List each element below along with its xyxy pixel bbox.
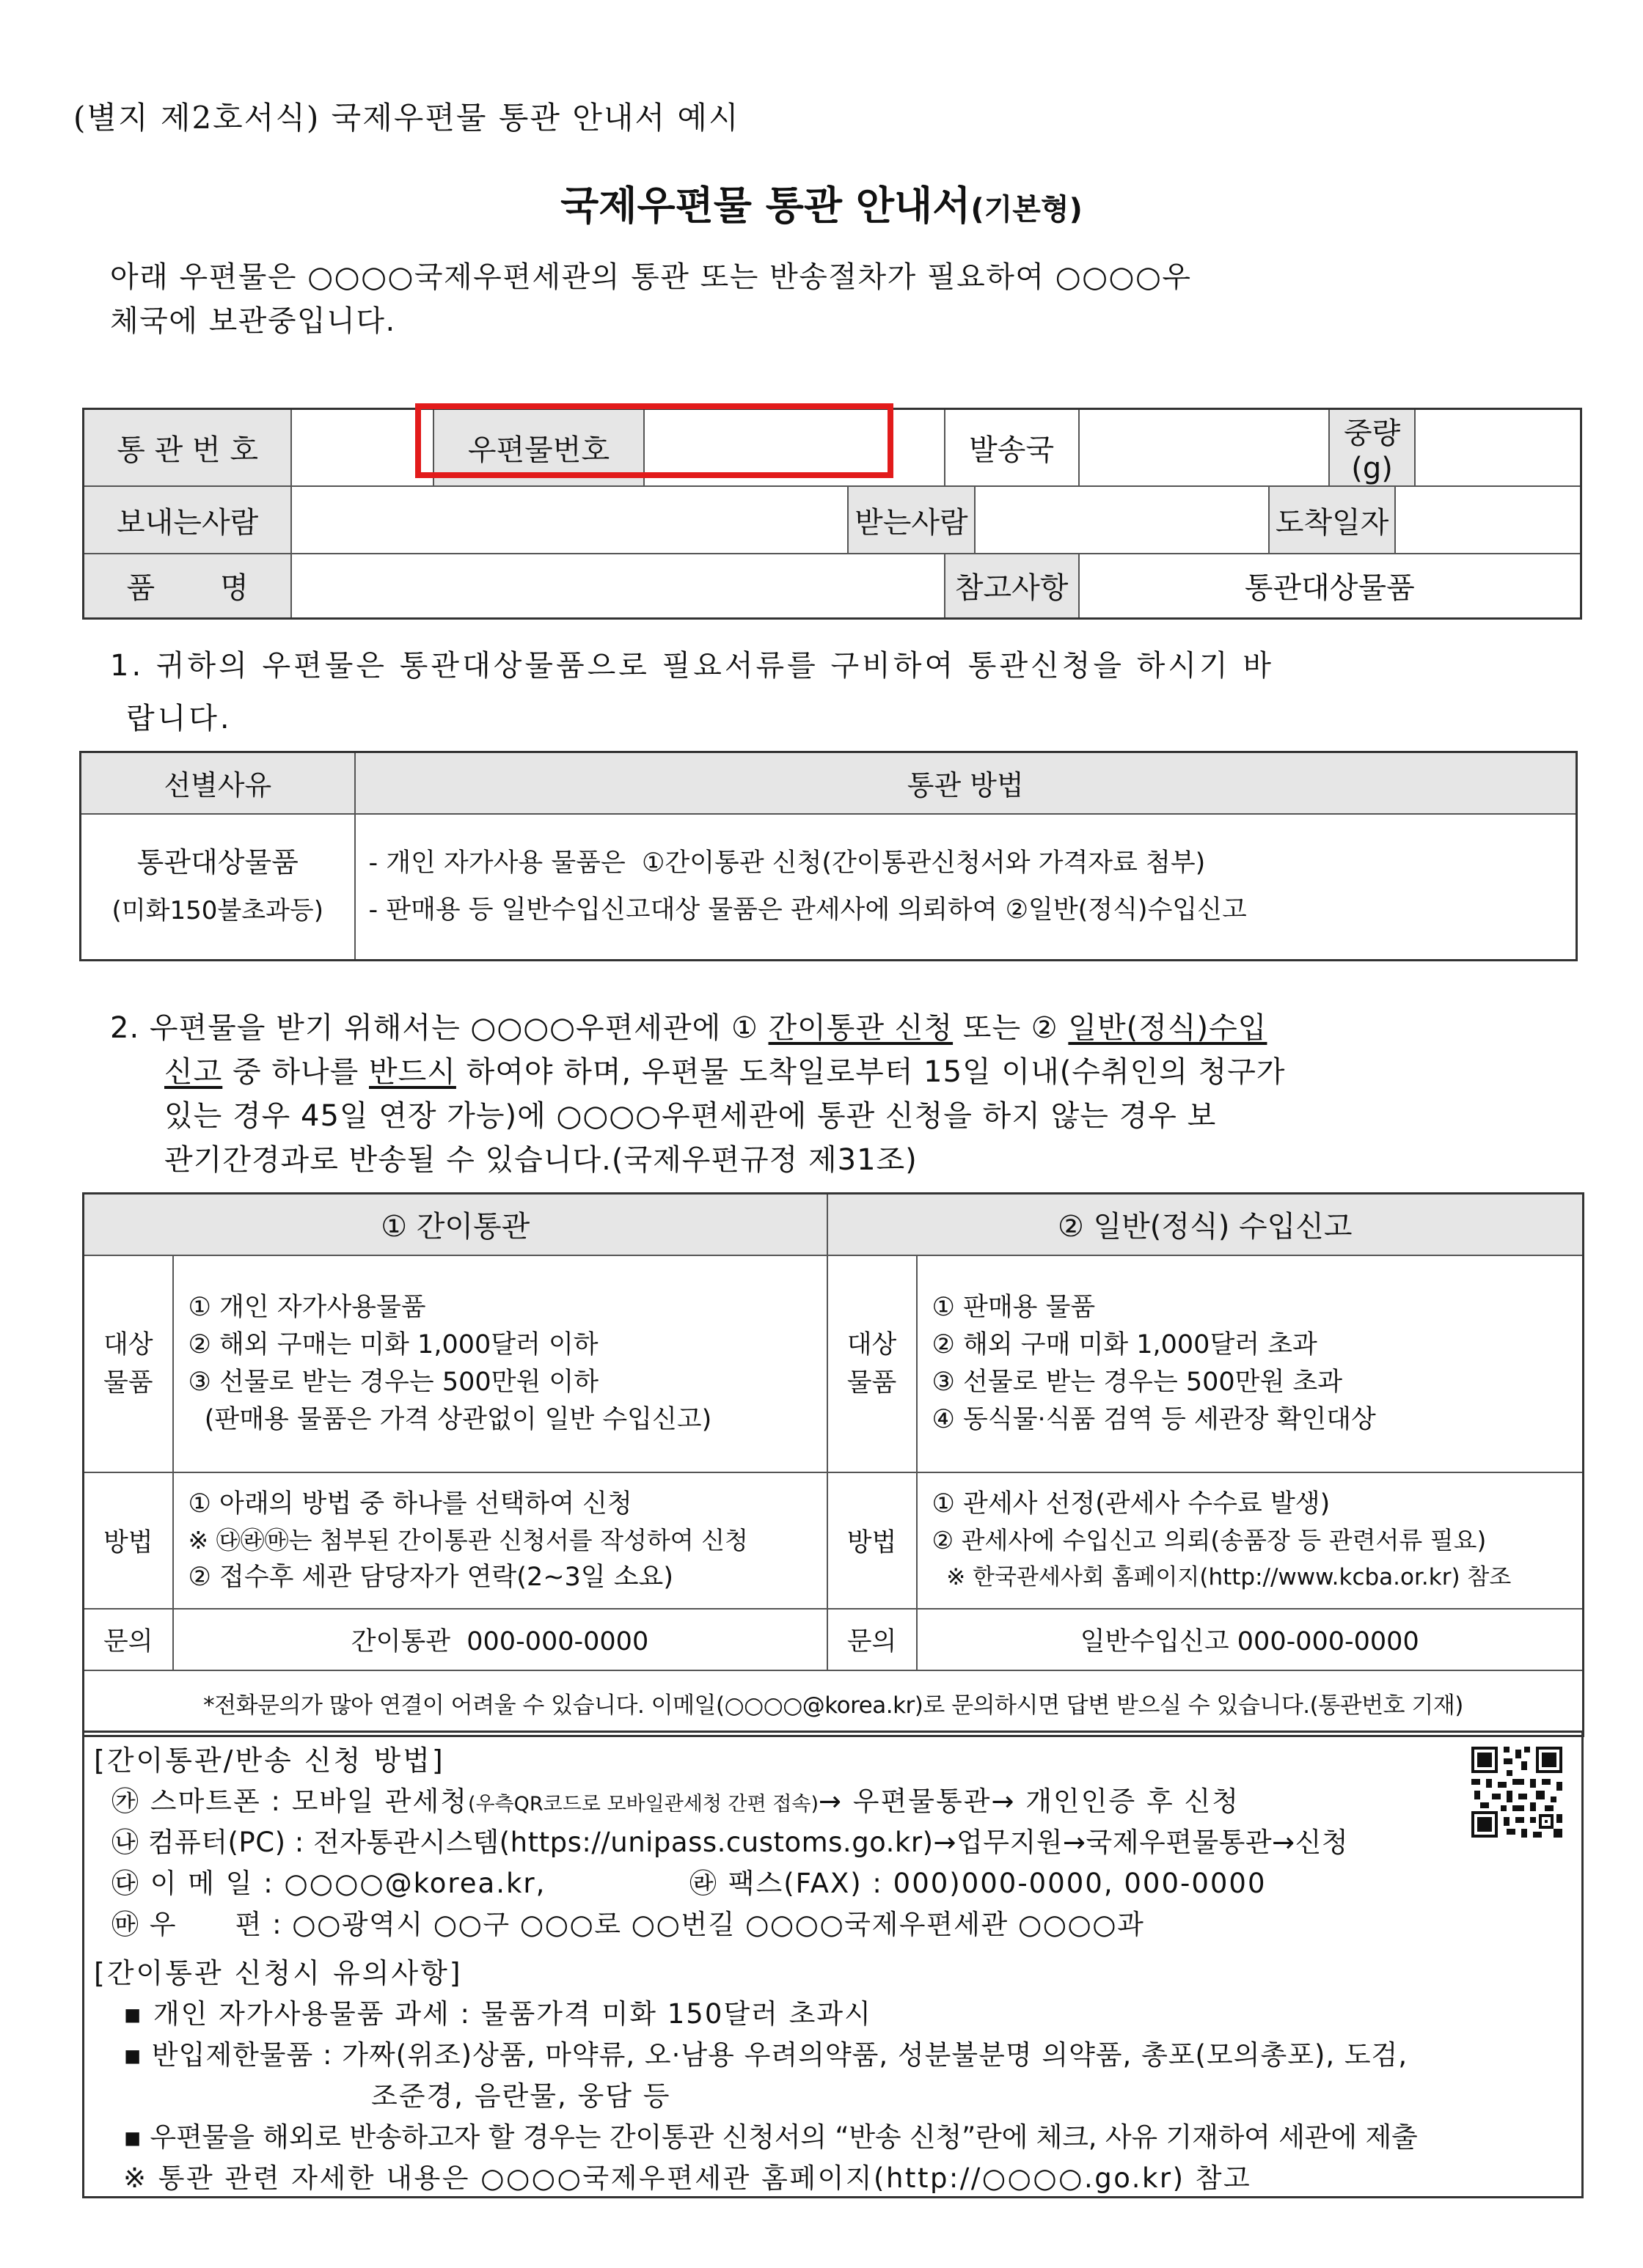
simple-clearance-header: ① 간이통관 xyxy=(84,1194,827,1255)
section2-line-1 xyxy=(110,1005,1267,1046)
reason-line-2: (미화150불초과등) xyxy=(111,896,323,926)
target-label xyxy=(84,1255,173,1472)
weight-label: 중량(g) xyxy=(1329,409,1415,487)
smartphone-qr-note: (우측QR코드로 모바일관세청 간편 접속) xyxy=(467,1793,819,1816)
procedure-table xyxy=(82,1192,1584,1737)
receiver-value xyxy=(975,486,1269,554)
target-label-line-1: 대상 xyxy=(846,1329,897,1359)
general-target-item: ① 판매용 물품 xyxy=(932,1292,1096,1322)
smartphone-path: → 우편물통관→ 개인인증 후 신청 xyxy=(819,1786,1240,1817)
general-targets xyxy=(917,1255,1584,1472)
smartphone-method xyxy=(111,1779,1240,1819)
title-suffix: (기본형) xyxy=(970,193,1083,227)
post-method: ㉲ 우 편 : ○○광역시 ○○구 ○○○로 ○○번길 ○○○○국제우편세관 ○○○○과 xyxy=(111,1909,1145,1940)
highlight-box xyxy=(415,403,893,478)
customs-no-value xyxy=(291,409,433,487)
fax-method: ㉱ 팩스(FAX) : 000)000-0000, 000-0000 xyxy=(689,1868,1267,1899)
note-restricted: ▪ 반입제한물품 : 가짜(위조)상품, 마약류, 오·남용 우려의약품, 성분불분명 의약품, 총포(모의총포), 도검, xyxy=(123,2039,1408,2071)
simple-target-item: ② 해외 구매는 미화 1,000달러 이하 xyxy=(188,1329,599,1359)
general-import-header: ② 일반(정식) 수입신고 xyxy=(827,1194,1584,1255)
weight-value xyxy=(1415,409,1581,487)
simple-targets xyxy=(173,1255,827,1472)
simple-target-item: ③ 선물로 받는 경우는 500만원 이하 xyxy=(188,1367,599,1397)
sender-value xyxy=(291,486,848,554)
section2-line-3: 있는 경우 45일 연장 가능)에 ○○○○우편세관에 통관 신청을 하지 않는 경우 보 xyxy=(164,1099,1217,1133)
simple-target-item: (판매용 물품은 가격 상관없이 일반 수입신고) xyxy=(188,1404,712,1434)
section2-text: 2. 우편물을 받기 위해서는 ○○○○우편세관에 ① xyxy=(110,1011,769,1045)
target-label xyxy=(827,1255,917,1472)
method-line-1: - 개인 자가사용 물품은 ①간이통관 신청(간이통관신청서와 가격자료 첨부) xyxy=(368,848,1206,878)
section1-line-2: 랍니다. xyxy=(126,702,233,735)
simple-methods xyxy=(173,1472,827,1609)
method-header: 통관 방법 xyxy=(355,752,1577,814)
section2-underline-must: 반드시 xyxy=(369,1055,456,1089)
arrival-date-value xyxy=(1395,486,1581,554)
general-target-item: ② 해외 구매 미화 1,000달러 초과 xyxy=(932,1329,1317,1359)
general-target-item: ③ 선물로 받는 경우는 500만원 초과 xyxy=(932,1367,1343,1397)
smartphone-text: ㉮ 스마트폰 : 모바일 관세청 xyxy=(111,1786,468,1817)
receiver-label: 받는사람 xyxy=(848,486,975,554)
phone-inquiry-note: *전화문의가 많아 연결이 어려울 수 있습니다. 이메일(○○○○@korea.kr)로 문의하시면 답변 받으실 수 있습니다.(통관번호 기재) xyxy=(84,1670,1584,1736)
simple-target-item: ① 개인 자가사용물품 xyxy=(188,1292,426,1322)
section2-line-4: 관기간경과로 반송될 수 있습니다.(국제우편규정 제31조) xyxy=(164,1143,918,1177)
origin-country-value xyxy=(1079,409,1329,487)
section2-line-2 xyxy=(164,1049,1286,1090)
origin-country-label: 발송국 xyxy=(945,409,1079,487)
intro-line-2: 체국에 보관중입니다. xyxy=(110,304,396,338)
note-homepage: ※ 통관 관련 자세한 내용은 ○○○○국제우편세관 홈페이지(http://○○○○.go.kr) 참고 xyxy=(123,2162,1252,2194)
method-label: 방법 xyxy=(827,1472,917,1609)
general-methods xyxy=(917,1472,1584,1609)
qr-code[interactable] xyxy=(1468,1744,1565,1841)
section2-underline-general: 일반(정식)수입 xyxy=(1068,1011,1267,1045)
inquiry-label: 문의 xyxy=(827,1609,917,1670)
remarks-label: 참고사항 xyxy=(945,554,1079,618)
email-method: ㉰ 이 메 일 : ○○○○@korea.kr, xyxy=(111,1868,546,1899)
customs-no-label: 통 관 번 호 xyxy=(84,409,292,487)
reason-line-1: 통관대상물품 xyxy=(136,846,299,879)
general-inquiry-phone: 일반수입신고 000-000-0000 xyxy=(917,1609,1584,1670)
simple-method-item: ② 접수후 세관 담당자가 연락(2~3일 소요) xyxy=(188,1562,674,1592)
page-title xyxy=(0,175,1643,231)
section2-text: 하여야 하며, 우편물 도착일로부터 15일 이내(수취인의 청구가 xyxy=(455,1055,1286,1089)
form-caption: (별지 제2호서식) 국제우편물 통관 안내서 예시 xyxy=(73,100,740,136)
postal-no-label: 우편물번호 xyxy=(433,409,645,487)
sender-label: 보내는사람 xyxy=(84,486,292,554)
section2-text: 또는 ② xyxy=(953,1011,1069,1045)
arrival-date-label: 도착일자 xyxy=(1269,486,1396,554)
method-line-2: - 판매용 등 일반수입신고대상 물품은 관세사에 의뢰하여 ②일반(정식)수입신고 xyxy=(368,895,1247,925)
general-method-item: ※ 한국관세사회 홈페이지(http://www.kcba.or.kr) 참조 xyxy=(932,1563,1512,1590)
reason-header: 선별사유 xyxy=(81,752,355,814)
method-label: 방법 xyxy=(84,1472,173,1609)
computer-method: ㉯ 컴퓨터(PC) : 전자통관시스템(https://unipass.customs.go.kr)→업무지원→국제우편물통관→신청 xyxy=(111,1827,1349,1858)
method-cell xyxy=(355,814,1577,961)
simple-method-item: ① 아래의 방법 중 하나를 선택하여 신청 xyxy=(188,1489,632,1519)
section2-text: 중 하나를 xyxy=(222,1055,369,1089)
application-title: [간이통관/반송 신청 방법] xyxy=(94,1744,445,1777)
general-method-item: ② 관세사에 수입신고 의뢰(송품장 등 관련서류 필요) xyxy=(932,1525,1487,1555)
general-method-item: ① 관세사 선정(관세사 수수료 발생) xyxy=(932,1489,1331,1519)
title-main: 국제우편물 통관 안내서 xyxy=(560,183,971,229)
simple-inquiry-phone: 간이통관 000-000-0000 xyxy=(173,1609,827,1670)
section1-table xyxy=(79,751,1578,961)
simple-method-item: ※ ㉰㉱㉲는 첨부된 간이통관 신청서를 작성하여 신청 xyxy=(188,1525,748,1555)
reason-cell xyxy=(81,814,355,961)
item-name-value xyxy=(291,554,944,618)
target-label-line-1: 대상 xyxy=(103,1329,153,1359)
inquiry-label: 문의 xyxy=(84,1609,173,1670)
intro-line-1: 아래 우편물은 ○○○○국제우편세관의 통관 또는 반송절차가 필요하여 ○○○○우 xyxy=(110,260,1192,294)
note-return: ▪ 우편물을 해외로 반송하고자 할 경우는 간이통관 신청서의 “반송 신청”란에 체크, 사유 기재하여 세관에 제출 xyxy=(123,2121,1418,2153)
note-tax: ▪ 개인 자가사용물품 과세 : 물품가격 미화 150달러 초과시 xyxy=(123,1998,872,2030)
section2-underline-simple: 간이통관 신청 xyxy=(768,1011,954,1045)
notes-title: [간이통관 신청시 유의사항] xyxy=(94,1957,463,1989)
item-name-label: 품 명 xyxy=(84,554,292,618)
target-label-line-2: 물품 xyxy=(846,1368,897,1398)
remarks-value: 통관대상물품 xyxy=(1079,554,1581,618)
general-target-item: ④ 동식물·식품 검역 등 세관장 확인대상 xyxy=(932,1404,1376,1434)
section2-underline-report: 신고 xyxy=(164,1055,223,1089)
section1-line-1: 1. 귀하의 우편물은 통관대상물품으로 필요서류를 구비하여 통관신청을 하시기 바 xyxy=(110,649,1275,683)
note-restricted-cont: 조준경, 음란물, 웅담 등 xyxy=(371,2080,671,2112)
target-label-line-2: 물품 xyxy=(103,1368,153,1398)
